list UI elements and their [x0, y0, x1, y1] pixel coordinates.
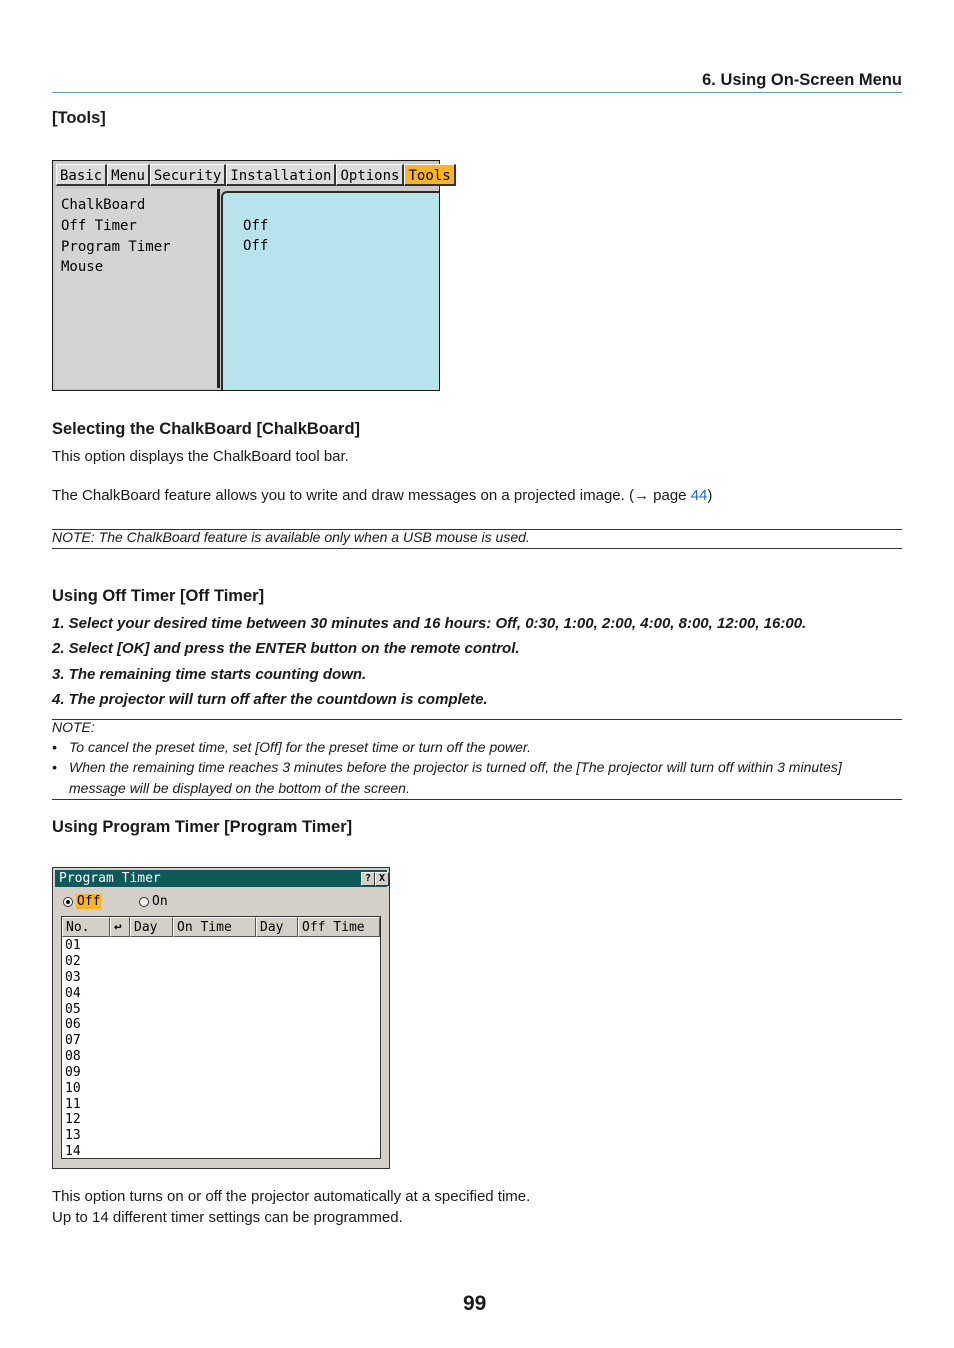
- menu-tab-bar: [56, 164, 451, 188]
- dialog-title: Program Timer: [59, 871, 161, 886]
- para-text: The ChalkBoard feature allows you to write and draw messages on a projected image. (: [52, 487, 634, 504]
- chapter-header: 6. Using On-Screen Menu: [702, 71, 902, 89]
- table-row[interactable]: 01: [65, 938, 81, 953]
- menu-item-off-timer[interactable]: Off Timer: [61, 218, 137, 234]
- note-rule-bottom: [52, 548, 902, 549]
- note-rule-bottom: [52, 799, 902, 800]
- page-link[interactable]: 44: [690, 487, 708, 504]
- page-number: 99: [463, 1292, 487, 1315]
- step-4: 4. The projector will turn off after the countdown is complete.: [52, 691, 488, 708]
- col-no: No.: [62, 917, 110, 937]
- page-label: page: [648, 487, 691, 504]
- radio-unselected-icon: [139, 897, 149, 907]
- radio-on-label: On: [152, 894, 168, 909]
- step-3: 3. The remaining time starts counting down.: [52, 666, 367, 683]
- col-on-time: On Time: [173, 917, 256, 937]
- table-row[interactable]: 02: [65, 954, 81, 969]
- table-row[interactable]: 09: [65, 1065, 81, 1080]
- program-timer-heading: Using Program Timer [Program Timer]: [52, 818, 353, 836]
- table-row[interactable]: 13: [65, 1128, 81, 1143]
- table-row[interactable]: 14: [65, 1144, 81, 1159]
- dialog-title-bar: [55, 870, 387, 887]
- close-icon[interactable]: X: [375, 872, 389, 886]
- tab-basic[interactable]: Basic: [56, 164, 107, 186]
- tab-tools[interactable]: Tools: [404, 164, 455, 186]
- menu-item-program-timer[interactable]: Program Timer: [61, 239, 171, 255]
- tab-menu[interactable]: Menu: [107, 164, 150, 186]
- col-off-time: Off Time: [298, 917, 380, 937]
- off-timer-heading: Using Off Timer [Off Timer]: [52, 587, 265, 605]
- table-row[interactable]: 11: [65, 1097, 81, 1112]
- table-row[interactable]: 05: [65, 1002, 81, 1017]
- step-2: 2. Select [OK] and press the ENTER button on the remote control.: [52, 640, 520, 657]
- repeat-icon: ↩: [110, 917, 130, 937]
- program-timer-value: Off: [243, 238, 269, 254]
- table-row[interactable]: 03: [65, 970, 81, 985]
- note-bullet-2-cont: message will be displayed on the bottom of the screen.: [69, 780, 410, 796]
- off-timer-value: Off: [243, 218, 269, 234]
- program-timer-desc-2: Up to 14 different timer settings can be programmed.: [52, 1209, 403, 1226]
- para-text-end: ): [707, 487, 713, 504]
- table-row[interactable]: 10: [65, 1081, 81, 1096]
- arrow-icon: →: [633, 487, 649, 504]
- col-on-day: Day: [130, 917, 173, 937]
- table-row[interactable]: 07: [65, 1033, 81, 1048]
- off-timer-note-label: NOTE:: [52, 719, 95, 735]
- bullet-dot: •: [52, 759, 57, 775]
- menu-item-chalkboard[interactable]: ChalkBoard: [61, 197, 146, 213]
- chalkboard-para-2: [52, 487, 712, 504]
- table-header: [62, 917, 380, 937]
- chalkboard-heading: Selecting the ChalkBoard [ChalkBoard]: [52, 420, 361, 438]
- tab-installation[interactable]: Installation: [226, 164, 336, 186]
- section-title: [Tools]: [52, 109, 106, 127]
- col-off-day: Day: [256, 917, 298, 937]
- table-row[interactable]: 08: [65, 1049, 81, 1064]
- table-row[interactable]: 04: [65, 986, 81, 1001]
- chalkboard-note: NOTE: The ChalkBoard feature is available only when a USB mouse is used.: [52, 529, 530, 545]
- menu-item-mouse[interactable]: Mouse: [61, 259, 104, 275]
- radio-selected-icon: [63, 897, 73, 907]
- chalkboard-para-1: This option displays the ChalkBoard tool bar.: [52, 448, 349, 465]
- timer-table: [61, 916, 381, 1159]
- note-bullet-2: When the remaining time reaches 3 minutes before the projector is turned off, the [The projector will turn off within 3 minutes]: [69, 759, 842, 775]
- tab-security[interactable]: Security: [150, 164, 226, 186]
- radio-on[interactable]: [139, 894, 168, 909]
- program-timer-dialog: [52, 867, 390, 1169]
- menu-item-list: [55, 189, 220, 388]
- table-row[interactable]: 06: [65, 1017, 81, 1032]
- note-bullet-1: To cancel the preset time, set [Off] for the preset time or turn off the power.: [69, 739, 531, 755]
- help-icon[interactable]: ?: [361, 872, 375, 886]
- program-timer-desc-1: This option turns on or off the projector automatically at a specified time.: [52, 1188, 531, 1205]
- radio-off[interactable]: [63, 894, 101, 909]
- tab-options[interactable]: Options: [336, 164, 404, 186]
- tools-menu-screenshot: [52, 160, 451, 391]
- radio-off-label: Off: [77, 894, 101, 909]
- step-1: 1. Select your desired time between 30 minutes and 16 hours: Off, 0:30, 1:00, 2:00, 4:00, 8:00, 12:00, 16:00.: [52, 615, 807, 632]
- header-rule: [52, 92, 902, 93]
- bullet-dot: •: [52, 739, 57, 755]
- note-rule-top: [52, 719, 902, 720]
- table-row[interactable]: 12: [65, 1112, 81, 1127]
- menu-value-panel: [221, 191, 439, 390]
